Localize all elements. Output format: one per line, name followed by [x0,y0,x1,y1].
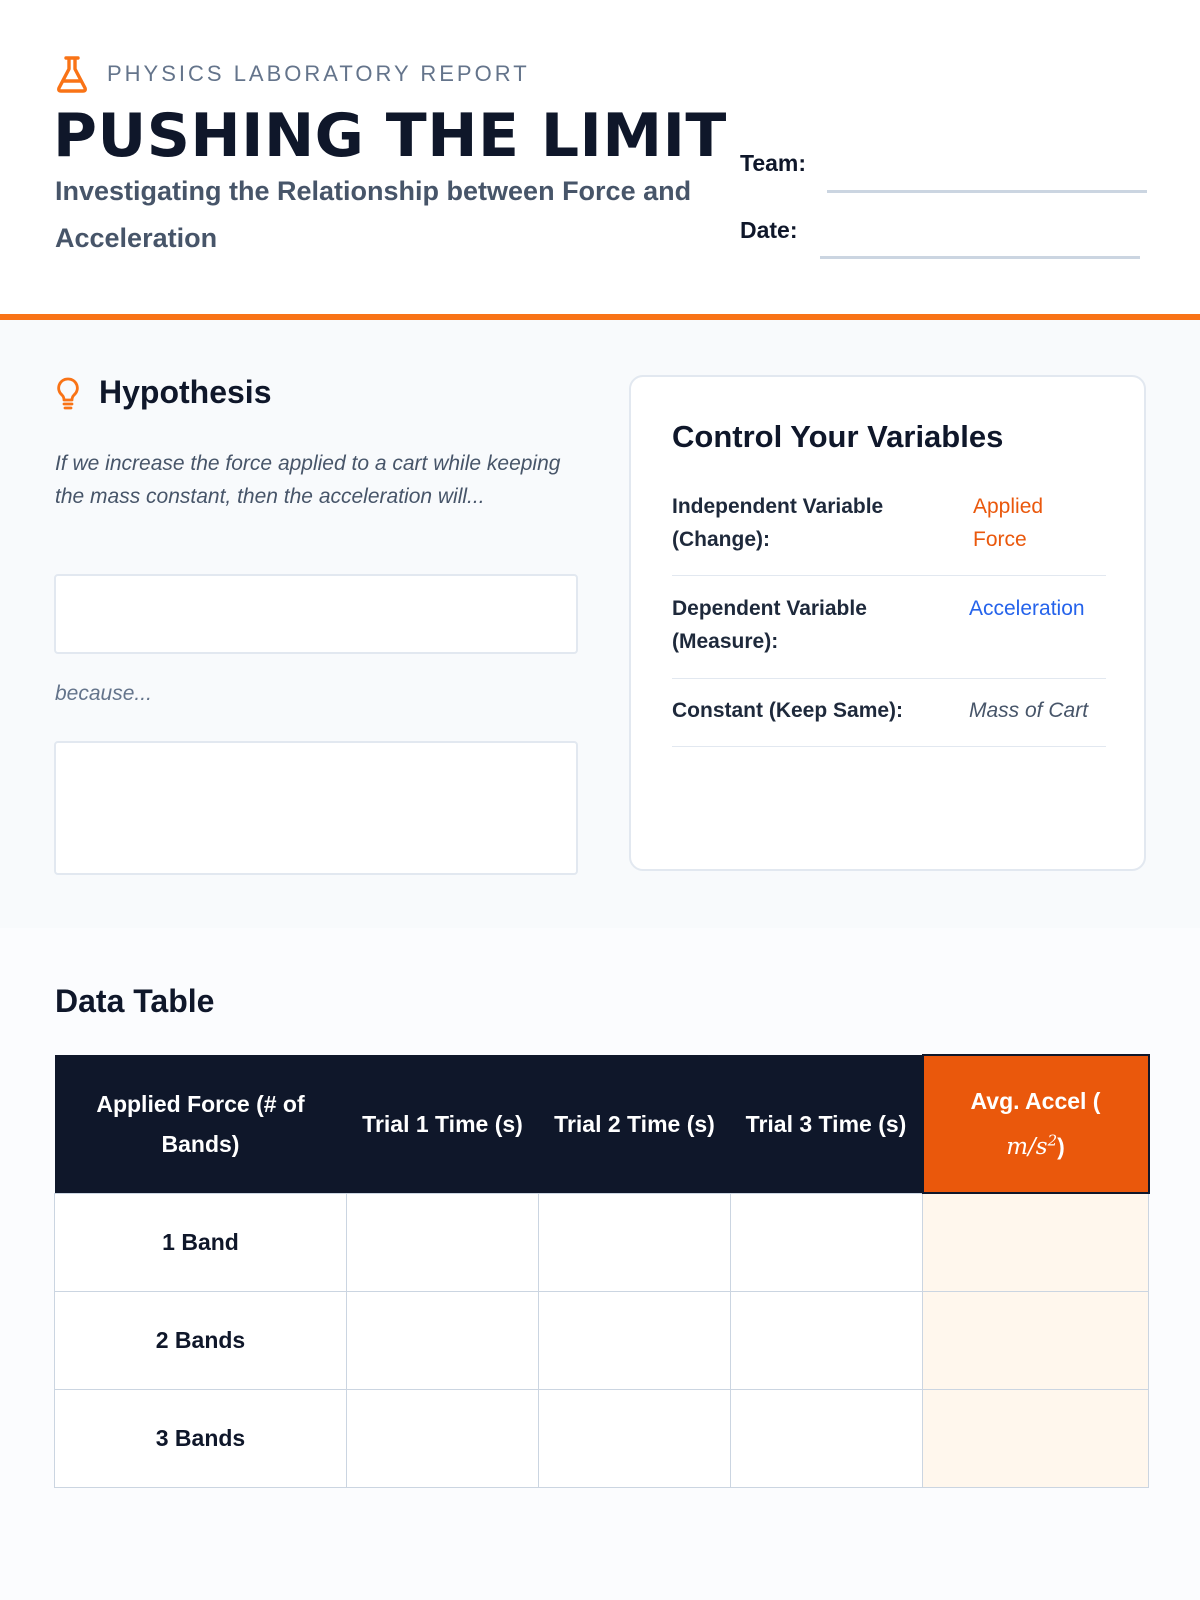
hypothesis-answer-box[interactable] [54,574,578,654]
team-row [740,150,806,177]
data-table-title: Data Table [55,983,215,1019]
header-divider [0,314,1200,320]
flask-icon [55,55,89,93]
date-row [740,217,798,244]
table-row [55,1390,1149,1488]
trial-1-cell[interactable] [347,1193,539,1292]
variable-label: Independent Variable (Change): [672,495,884,551]
table-header-row [55,1055,1149,1193]
date-field[interactable] [820,255,1140,259]
table-row [55,1292,1149,1390]
trial-3-cell[interactable] [731,1292,923,1390]
report-header [0,0,1200,314]
hypothesis-prompt: If we increase the force applied to a cart while keeping the mass constant, then the acceleration will... [55,452,561,508]
variable-row-dependent [672,592,1106,679]
force-cell: 3 Bands [55,1390,347,1488]
variable-label: Dependent Variable (Measure): [672,597,867,653]
variable-value: Applied Force [973,495,1044,551]
trial-1-cell[interactable] [347,1390,539,1488]
column-header: Applied Force (# of Bands) [55,1055,347,1193]
table-row [55,1193,1149,1292]
trial-1-cell[interactable] [347,1292,539,1390]
date-label: Date: [740,217,798,243]
team-field[interactable] [827,189,1147,193]
column-header: Trial 2 Time (s) [539,1055,731,1193]
lightbulb-icon [55,376,81,410]
team-label: Team: [740,150,807,176]
trial-2-cell[interactable] [539,1193,731,1292]
column-header: Trial 3 Time (s) [731,1055,923,1193]
report-kicker [55,54,530,94]
column-header-avg-accel [923,1055,1149,1193]
trial-2-cell[interactable] [539,1292,731,1390]
avg-accel-label: Avg. Accel ( [970,1087,1101,1114]
because-label: because... [55,682,152,705]
trial-2-cell[interactable] [539,1390,731,1488]
trial-3-cell[interactable] [731,1193,923,1292]
variable-value: Acceleration [969,597,1085,620]
hypothesis-title: Hypothesis [99,374,272,410]
page-subtitle: Investigating the Relationship between Force and Acceleration [55,176,692,253]
page-title: PUSHING THE LIMIT [53,101,727,171]
kicker-text: PHYSICS LABORATORY REPORT [107,61,530,86]
because-answer-box[interactable] [54,741,578,875]
trial-3-cell[interactable] [731,1390,923,1488]
hypothesis-heading [55,374,271,411]
avg-accel-unit: $m/s^2$ [1006,1131,1058,1161]
control-variables-card [629,375,1146,871]
card-title: Control Your Variables [672,419,1004,454]
force-cell: 2 Bands [55,1292,347,1390]
variable-row-constant [672,694,1106,747]
avg-accel-close: ) [1057,1133,1065,1160]
variable-row-independent [672,490,1106,576]
variable-value: Mass of Cart [969,699,1089,722]
data-table [54,1054,1150,1488]
variable-label: Constant (Keep Same): [672,699,904,722]
avg-accel-cell[interactable] [923,1390,1149,1488]
avg-accel-cell[interactable] [923,1292,1149,1390]
force-cell: 1 Band [55,1193,347,1292]
column-header: Trial 1 Time (s) [347,1055,539,1193]
avg-accel-cell[interactable] [923,1193,1149,1292]
